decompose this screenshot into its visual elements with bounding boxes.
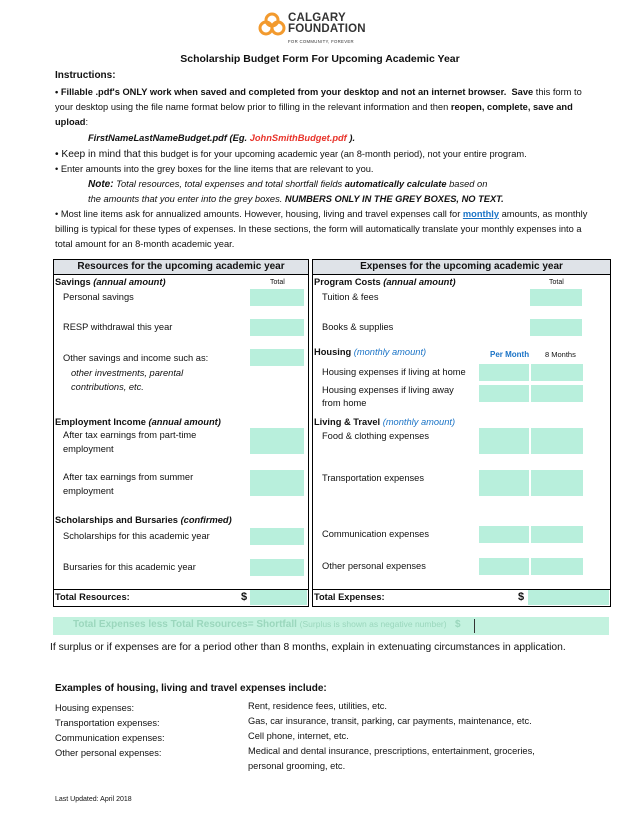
housing-section-title xyxy=(314,346,426,359)
personal-label: Other personal expenses xyxy=(322,561,426,571)
housing-home-monthly-field[interactable] xyxy=(479,364,529,381)
total-resources-field xyxy=(250,590,307,605)
instruction-keep-in-mind xyxy=(55,147,595,162)
expenses-header: Expenses for the upcoming academic year xyxy=(313,260,610,275)
resources-header: Resources for the upcoming academic year xyxy=(54,260,308,275)
savings-section-title xyxy=(55,276,166,289)
logo-wordmark xyxy=(288,13,366,35)
filename-format xyxy=(88,131,628,146)
example-label-3: Other personal expenses: xyxy=(55,748,162,758)
shortfall-sub: (Surplus is shown as negative number) xyxy=(299,619,447,629)
note-block xyxy=(88,177,538,207)
total-expenses-field xyxy=(528,590,609,605)
other-savings-field[interactable] xyxy=(250,349,304,366)
last-updated: Last Updated: April 2018 xyxy=(55,796,132,803)
food-total-field xyxy=(531,428,583,454)
shortfall-cursor xyxy=(474,619,475,633)
instruction-grey-boxes: • Enter amounts into the grey boxes for the line items that are relevant to you. xyxy=(55,164,374,174)
resp-field[interactable] xyxy=(250,319,304,336)
transport-label: Transportation expenses xyxy=(322,473,424,483)
living-section-title xyxy=(314,416,455,429)
example-value-4: personal grooming, etc. xyxy=(248,761,346,771)
scholarships-section-title xyxy=(55,514,232,527)
instruction-fillable-bold: • Fillable .pdf's ONLY work when saved and completed from your desktop and not an internet browser. xyxy=(55,87,507,97)
resources-table xyxy=(53,259,309,607)
food-monthly-field[interactable] xyxy=(479,428,529,454)
logo-line2: FOUNDATION xyxy=(288,23,366,35)
filename-format-text: FirstNameLastNameBudget.pdf (Eg. xyxy=(88,133,250,143)
food-label: Food & clothing expenses xyxy=(322,431,429,441)
savings-title: Savings xyxy=(55,277,94,287)
keep-in-mind-lead: • Keep in mind that xyxy=(55,149,141,160)
instruction-reopen: reopen, complete, save and upload xyxy=(55,102,573,127)
housing-away-label-1: Housing expenses if living away xyxy=(322,385,454,395)
total-resources-label: Total Resources: xyxy=(55,592,130,602)
example-label-0: Housing expenses: xyxy=(55,703,135,713)
example-value-1: Gas, car insurance, transit, parking, car payments, maintenance, etc. xyxy=(248,716,532,726)
housing-home-label: Housing expenses if living at home xyxy=(322,367,466,377)
logo-line1: CALGARY xyxy=(288,12,346,24)
scholarships-qualifier: (confirmed) xyxy=(180,515,232,525)
example-value-2: Cell phone, internet, etc. xyxy=(248,731,349,741)
form-title: Scholarship Budget Form For Upcoming Academic Year xyxy=(180,53,460,65)
other-savings-sub2: contributions, etc. xyxy=(71,382,144,392)
program-qualifier: (annual amount) xyxy=(383,277,456,287)
part-time-label-1: After tax earnings from part-time xyxy=(63,430,197,440)
expenses-total-col: Total xyxy=(549,279,564,286)
summer-label-1: After tax earnings from summer xyxy=(63,472,194,482)
shortfall-bar xyxy=(53,617,609,635)
instruction-fillable xyxy=(55,85,595,130)
instruction-save: Save xyxy=(511,87,534,97)
books-field[interactable] xyxy=(530,319,582,336)
program-section-title xyxy=(314,276,456,289)
keep-in-mind-rest: this budget is for your upcoming academic year (an 8-month period), not your entire program. xyxy=(140,149,527,159)
expenses-table xyxy=(312,259,611,607)
example-label-2: Communication expenses: xyxy=(55,733,165,743)
housing-away-monthly-field[interactable] xyxy=(479,385,529,402)
note-label: Note: xyxy=(88,179,114,190)
transport-total-field xyxy=(531,470,583,496)
tuition-label: Tuition & fees xyxy=(322,292,379,302)
other-savings-label: Other savings and income such as: xyxy=(63,353,209,363)
housing-title: Housing xyxy=(314,347,354,357)
filename-end: ). xyxy=(346,133,356,143)
shortfall-currency: $ xyxy=(454,619,461,630)
note-text-a: Total resources, total expenses and total shortfall fields xyxy=(113,179,345,189)
shortfall-label-text: Total Expenses less Total Resources= Shortfall xyxy=(73,619,300,630)
resources-total-col: Total xyxy=(270,279,285,286)
scholarships-label: Scholarships for this academic year xyxy=(63,531,210,541)
housing-home-total-field xyxy=(531,364,583,381)
total-expenses-label: Total Expenses: xyxy=(314,592,385,602)
example-value-3: Medical and dental insurance, prescriptions, entertainment, groceries, xyxy=(248,746,535,756)
part-time-field[interactable] xyxy=(250,428,304,454)
part-time-label-2: employment xyxy=(63,444,114,454)
monthly-text-a: • Most line items ask for annualized amounts. However, housing, living and travel expenses call for xyxy=(55,209,463,219)
housing-qualifier: (monthly amount) xyxy=(353,347,427,357)
scholarships-field[interactable] xyxy=(250,528,304,545)
personal-monthly-field[interactable] xyxy=(479,558,529,575)
summer-field[interactable] xyxy=(250,470,304,496)
communication-label: Communication expenses xyxy=(322,529,429,539)
surplus-note: If surplus or if expenses are for a period other than 8 months, explain in extenuating circumstances in application. xyxy=(50,642,566,653)
per-month-col: Per Month xyxy=(490,350,530,359)
employment-qualifier: (annual amount) xyxy=(148,417,221,427)
note-numbers-only: NUMBERS ONLY IN THE GREY BOXES, NO TEXT. xyxy=(284,194,504,204)
savings-qualifier: (annual amount) xyxy=(93,277,166,287)
instruction-fillable-rest: this form to your desktop using the file name format below prior to filling in the relevant information and then xyxy=(55,87,582,112)
housing-away-label-2: from home xyxy=(322,398,367,408)
note-auto-calc: automatically calculate xyxy=(344,179,447,189)
shortfall-label xyxy=(73,619,461,630)
note-text-d: the amounts that you enter into the grey boxes. xyxy=(88,194,285,204)
eight-months-col: 8 Months xyxy=(545,350,576,359)
other-savings-sub1: other investments, parental xyxy=(71,368,184,378)
books-label: Books & supplies xyxy=(322,322,394,332)
personal-total-field xyxy=(531,558,583,575)
communication-monthly-field[interactable] xyxy=(479,526,529,543)
monthly-link[interactable]: monthly xyxy=(462,209,500,219)
employment-title: Employment Income xyxy=(55,417,149,427)
filename-example: JohnSmithBudget.pdf xyxy=(249,133,347,143)
tuition-field[interactable] xyxy=(530,289,582,306)
logo-tagline: FOR COMMUNITY, FOREVER xyxy=(288,39,354,44)
example-value-0: Rent, residence fees, utilities, etc. xyxy=(248,701,388,711)
personal-savings-field[interactable] xyxy=(250,289,304,306)
instruction-colon: : xyxy=(85,117,89,127)
example-label-1: Transportation expenses: xyxy=(55,718,160,728)
scholarships-title: Scholarships and Bursaries xyxy=(55,515,181,525)
bursaries-label: Bursaries for this academic year xyxy=(63,562,196,572)
logo-mark-icon xyxy=(258,11,286,41)
program-title: Program Costs xyxy=(314,277,384,287)
calgary-foundation-logo xyxy=(258,9,388,49)
total-resources-currency: $ xyxy=(241,591,248,603)
housing-away-total-field xyxy=(531,385,583,402)
note-text-c: based on xyxy=(446,179,488,189)
resp-label: RESP withdrawal this year xyxy=(63,322,173,332)
communication-total-field xyxy=(531,526,583,543)
personal-savings-label: Personal savings xyxy=(63,292,134,302)
transport-monthly-field[interactable] xyxy=(479,470,529,496)
instruction-monthly xyxy=(55,207,595,252)
living-qualifier: (monthly amount) xyxy=(382,417,456,427)
examples-heading: Examples of housing, living and travel expenses include: xyxy=(55,683,327,694)
total-expenses-currency: $ xyxy=(518,591,525,603)
monthly-text-b: amounts, as monthly billing is typical for these types of expenses. In these sections, the form will automatically translate your monthly expenses into a total amount for an 8-month academic year. xyxy=(55,209,588,249)
living-title: Living & Travel xyxy=(314,417,383,427)
summer-label-2: employment xyxy=(63,486,114,496)
instructions-heading: Instructions: xyxy=(55,70,116,81)
bursaries-field[interactable] xyxy=(250,559,304,576)
